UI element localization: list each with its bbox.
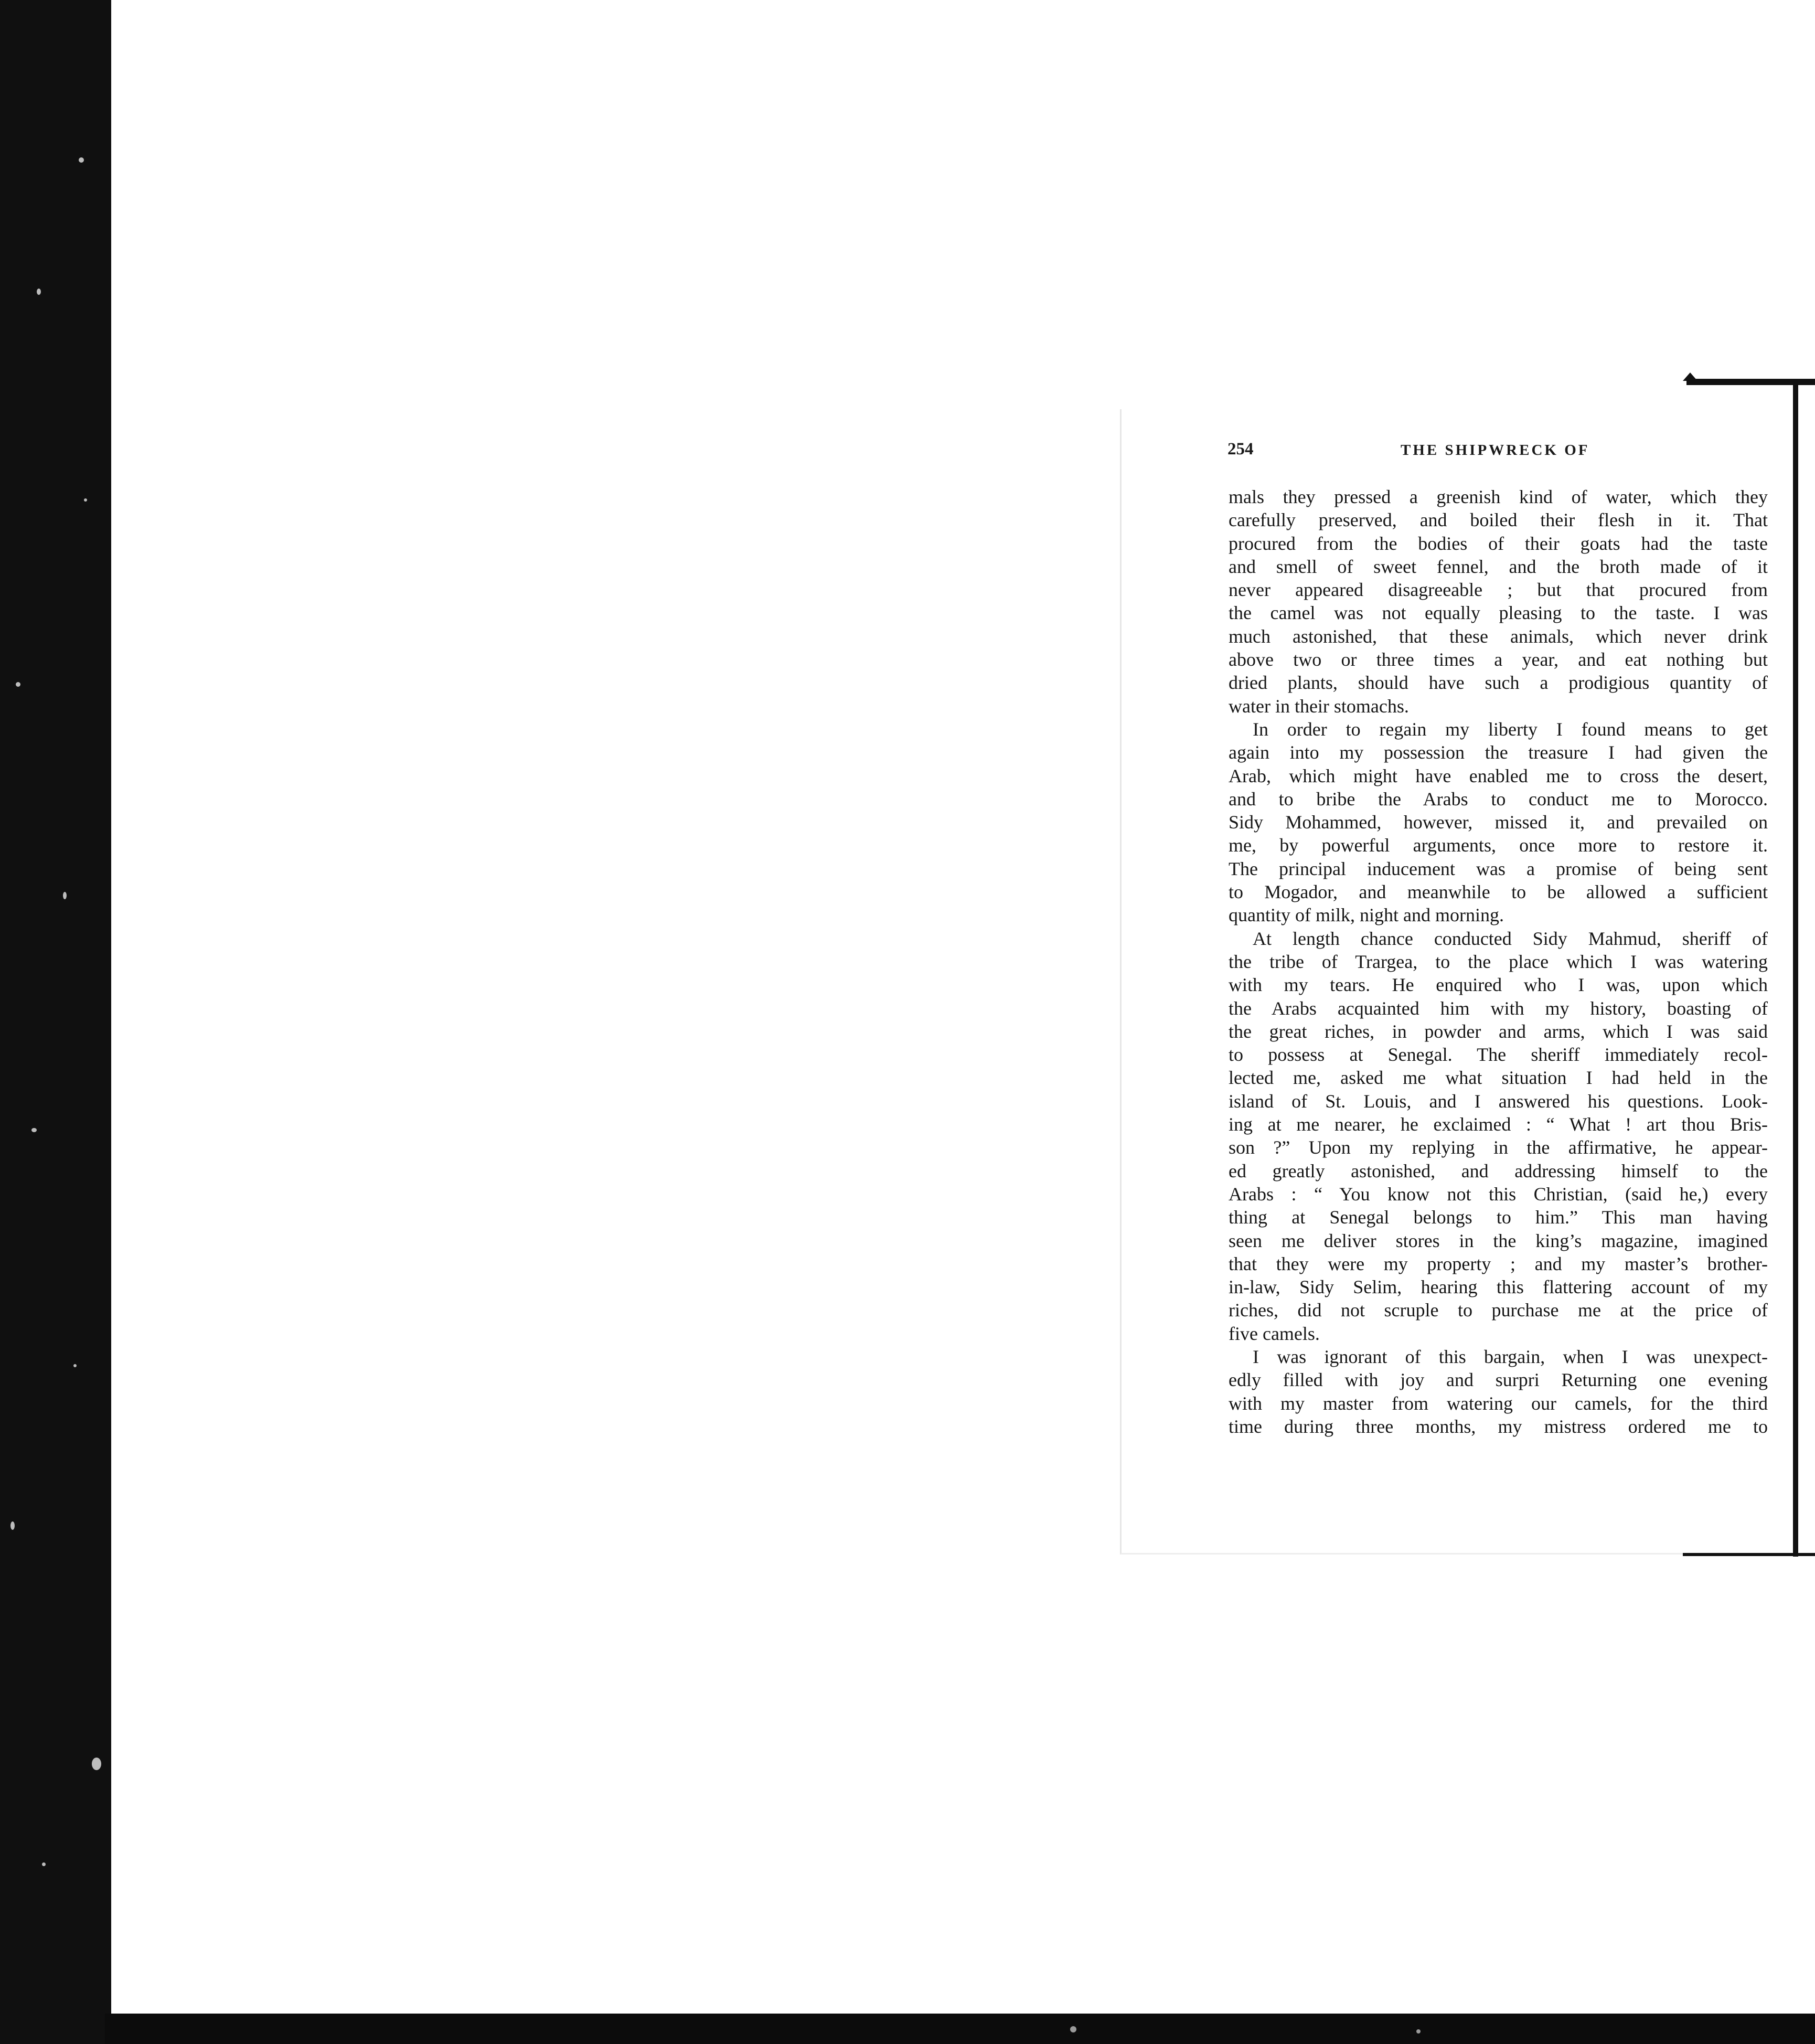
text-line: The principal inducement was a promise of being sent — [1229, 858, 1768, 879]
text-line: dried plants, should have such a prodigious quantity of — [1229, 672, 1768, 694]
text-line: time during three months, my mistress ordered me to — [1229, 1415, 1768, 1437]
text-line: to Mogador, and meanwhile to be allowed a sufficient — [1229, 881, 1768, 903]
dust-speck — [10, 1521, 15, 1530]
dust-speck — [31, 1128, 37, 1132]
dust-speck — [16, 682, 20, 687]
dust-speck — [63, 892, 67, 899]
page-number: 254 — [1227, 440, 1254, 459]
text-line: above two or three times a year, and eat nothing but — [1229, 649, 1768, 670]
bracket-bottom-rule — [1683, 1553, 1815, 1556]
dust-speck — [42, 1862, 46, 1866]
text-line: I was ignorant of this bargain, when I was unexpect- — [1253, 1346, 1768, 1367]
text-line: again into my possession the treasure I had given the — [1229, 742, 1768, 763]
text-line: quantity of milk, night and morning. — [1229, 904, 1504, 926]
dust-speck — [1070, 2026, 1076, 2032]
page-header — [1227, 440, 1768, 471]
text-line: water in their stomachs. — [1229, 695, 1409, 717]
text-line: In order to regain my liberty I found means to get — [1253, 718, 1768, 740]
text-line: At length chance conducted Sidy Mahmud, sheriff of — [1253, 928, 1768, 949]
text-line: the great riches, in powder and arms, which I was said — [1229, 1020, 1768, 1042]
text-line: the camel was not equally pleasing to the taste. I was — [1229, 602, 1768, 624]
scan-border-bottom — [105, 2014, 1815, 2044]
text-line: to possess at Senegal. The sheriff immediately recol- — [1229, 1044, 1768, 1066]
text-line: Arabs : “ You know not this Christian, (said he,) every — [1229, 1183, 1768, 1205]
text-line: that they were my property ; and my master’s brother- — [1229, 1253, 1768, 1274]
text-line: ed greatly astonished, and addressing himself to the — [1229, 1160, 1768, 1181]
text-line: five camels. — [1229, 1323, 1320, 1344]
bracket-vertical-rule — [1793, 379, 1798, 1557]
text-line: and to bribe the Arabs to conduct me to Morocco. — [1229, 788, 1768, 810]
dust-speck — [79, 157, 84, 163]
dust-speck — [1416, 2029, 1421, 2034]
dust-speck — [37, 289, 41, 295]
text-line: Arab, which might have enabled me to cross the desert, — [1229, 765, 1768, 786]
text-line: much astonished, that these animals, which never drink — [1229, 625, 1768, 647]
text-line: island of St. Louis, and I answered his questions. Look- — [1229, 1090, 1768, 1112]
text-line: and smell of sweet fennel, and the broth made of it — [1229, 556, 1768, 577]
text-line: mals they pressed a greenish kind of water, which they — [1229, 486, 1768, 507]
text-line: riches, did not scruple to purchase me at the price of — [1229, 1300, 1768, 1321]
text-line: with my tears. He enquired who I was, upon which — [1229, 974, 1768, 996]
dust-speck — [84, 498, 87, 502]
dust-speck — [92, 1758, 101, 1770]
text-line: Sidy Mohammed, however, missed it, and prevailed on — [1229, 812, 1768, 833]
text-line: edly filled with joy and surpri Returning one evening — [1229, 1369, 1768, 1391]
text-line: thing at Senegal belongs to him.” This man having — [1229, 1207, 1768, 1228]
scan-border-left — [0, 0, 111, 2044]
dust-speck — [73, 1364, 77, 1367]
text-line: son ?” Upon my replying in the affirmative, he appear- — [1229, 1137, 1768, 1158]
body-text — [1229, 485, 1768, 1438]
text-line: procured from the bodies of their goats had the taste — [1229, 533, 1768, 554]
text-line: the tribe of Trargea, to the place which I was watering — [1229, 951, 1768, 972]
text-line: with my master from watering our camels, for the third — [1229, 1392, 1768, 1414]
running-head: THE SHIPWRECK OF — [1401, 442, 1590, 459]
text-line: me, by powerful arguments, once more to restore it. — [1229, 835, 1768, 856]
text-line: lected me, asked me what situation I had held in the — [1229, 1067, 1768, 1089]
text-line: seen me deliver stores in the king’s magazine, imagined — [1229, 1230, 1768, 1251]
text-line: in-law, Sidy Selim, hearing this flattering account of my — [1229, 1276, 1768, 1298]
text-line: the Arabs acquainted him with my history, boasting of — [1229, 997, 1768, 1019]
text-line: never appeared disagreeable ; but that procured from — [1229, 579, 1768, 601]
text-line: carefully preserved, and boiled their flesh in it. That — [1229, 509, 1768, 531]
text-line: ing at me nearer, he exclaimed : “ What ! art thou Bris- — [1229, 1114, 1768, 1135]
